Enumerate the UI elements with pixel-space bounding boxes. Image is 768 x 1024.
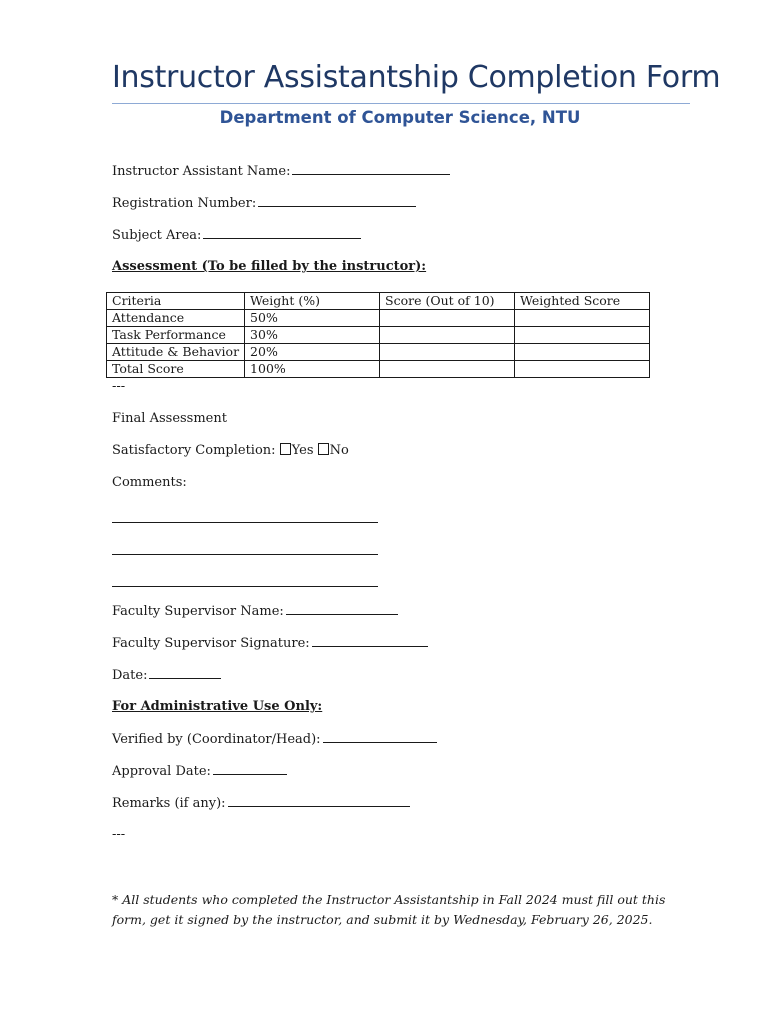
satisfactory-completion-row: [112, 442, 349, 460]
assistant-name-row: [112, 162, 450, 181]
weighted-score-cell[interactable]: [515, 361, 650, 378]
section-separator: ---: [112, 379, 126, 394]
footer-separator: ---: [112, 827, 126, 842]
score-cell[interactable]: [380, 310, 515, 327]
no-label: No: [329, 443, 349, 458]
assistant-name-field[interactable]: [292, 162, 450, 175]
score-cell[interactable]: [380, 344, 515, 361]
submission-note: * All students who completed the Instructor Assistantship in Fall 2024 must fill out this form, get it signed by the instructor, and submit it by Wednesday, February 26, 2025.: [112, 892, 666, 927]
admin-heading: For Administrative Use Only:: [112, 699, 323, 714]
department-subtitle: Department of Computer Science, NTU: [219, 108, 581, 127]
approval-date-label: Approval Date:: [112, 764, 211, 779]
column-header: Score (Out of 10): [380, 293, 515, 310]
supervisor-name-label: Faculty Supervisor Name:: [112, 604, 284, 619]
satisfactory-completion-label: Satisfactory Completion:: [112, 443, 276, 458]
table-row: [107, 310, 650, 327]
supervisor-signature-field[interactable]: [312, 634, 428, 647]
weight-cell: 50%: [245, 310, 380, 327]
table-row: [107, 327, 650, 344]
registration-number-field[interactable]: [258, 194, 416, 207]
date-row: [112, 666, 221, 685]
comment-line-3[interactable]: [112, 574, 378, 593]
registration-number-row: [112, 194, 416, 213]
weight-cell: 20%: [245, 344, 380, 361]
criteria-cell: Task Performance: [107, 327, 245, 344]
weighted-score-cell[interactable]: [515, 344, 650, 361]
yes-label: Yes: [291, 443, 314, 458]
assistant-name-label: Instructor Assistant Name:: [112, 164, 291, 179]
criteria-cell: Attitude & Behavior: [107, 344, 245, 361]
table-header-row: [107, 293, 650, 310]
criteria-cell: Attendance: [107, 310, 245, 327]
weighted-score-cell[interactable]: [515, 310, 650, 327]
title-divider: [112, 103, 690, 104]
column-header: Weight (%): [245, 293, 380, 310]
no-checkbox[interactable]: [318, 443, 329, 455]
score-cell[interactable]: [380, 361, 515, 378]
registration-number-label: Registration Number:: [112, 196, 257, 211]
weight-cell: 30%: [245, 327, 380, 344]
score-cell[interactable]: [380, 327, 515, 344]
supervisor-name-row: [112, 602, 398, 621]
table-row: [107, 344, 650, 361]
assessment-heading: Assessment (To be filled by the instructor):: [112, 259, 427, 274]
verified-by-label: Verified by (Coordinator/Head):: [112, 732, 321, 747]
yes-checkbox[interactable]: [280, 443, 291, 455]
verified-by-row: [112, 730, 437, 749]
page-title: Instructor Assistantship Completion Form: [112, 60, 721, 95]
remarks-row: [112, 794, 410, 813]
subject-area-field[interactable]: [203, 226, 361, 239]
remarks-label: Remarks (if any):: [112, 796, 226, 811]
approval-date-field[interactable]: [213, 762, 287, 775]
remarks-field[interactable]: [228, 794, 410, 807]
supervisor-signature-label: Faculty Supervisor Signature:: [112, 636, 310, 651]
supervisor-name-field[interactable]: [286, 602, 398, 615]
comments-label: Comments:: [112, 475, 187, 490]
verified-by-field[interactable]: [323, 730, 437, 743]
assessment-table: [106, 292, 650, 378]
date-field[interactable]: [149, 666, 221, 679]
weight-cell: 100%: [245, 361, 380, 378]
column-header: Weighted Score: [515, 293, 650, 310]
final-assessment-heading: Final Assessment: [112, 411, 227, 426]
criteria-cell: Total Score: [107, 361, 245, 378]
column-header: Criteria: [107, 293, 245, 310]
subject-area-row: [112, 226, 361, 245]
supervisor-signature-row: [112, 634, 428, 653]
date-label: Date:: [112, 668, 148, 683]
table-row: [107, 361, 650, 378]
comment-line-2[interactable]: [112, 542, 378, 561]
comment-line-1[interactable]: [112, 510, 378, 529]
weighted-score-cell[interactable]: [515, 327, 650, 344]
subject-area-label: Subject Area:: [112, 228, 202, 243]
approval-date-row: [112, 762, 287, 781]
